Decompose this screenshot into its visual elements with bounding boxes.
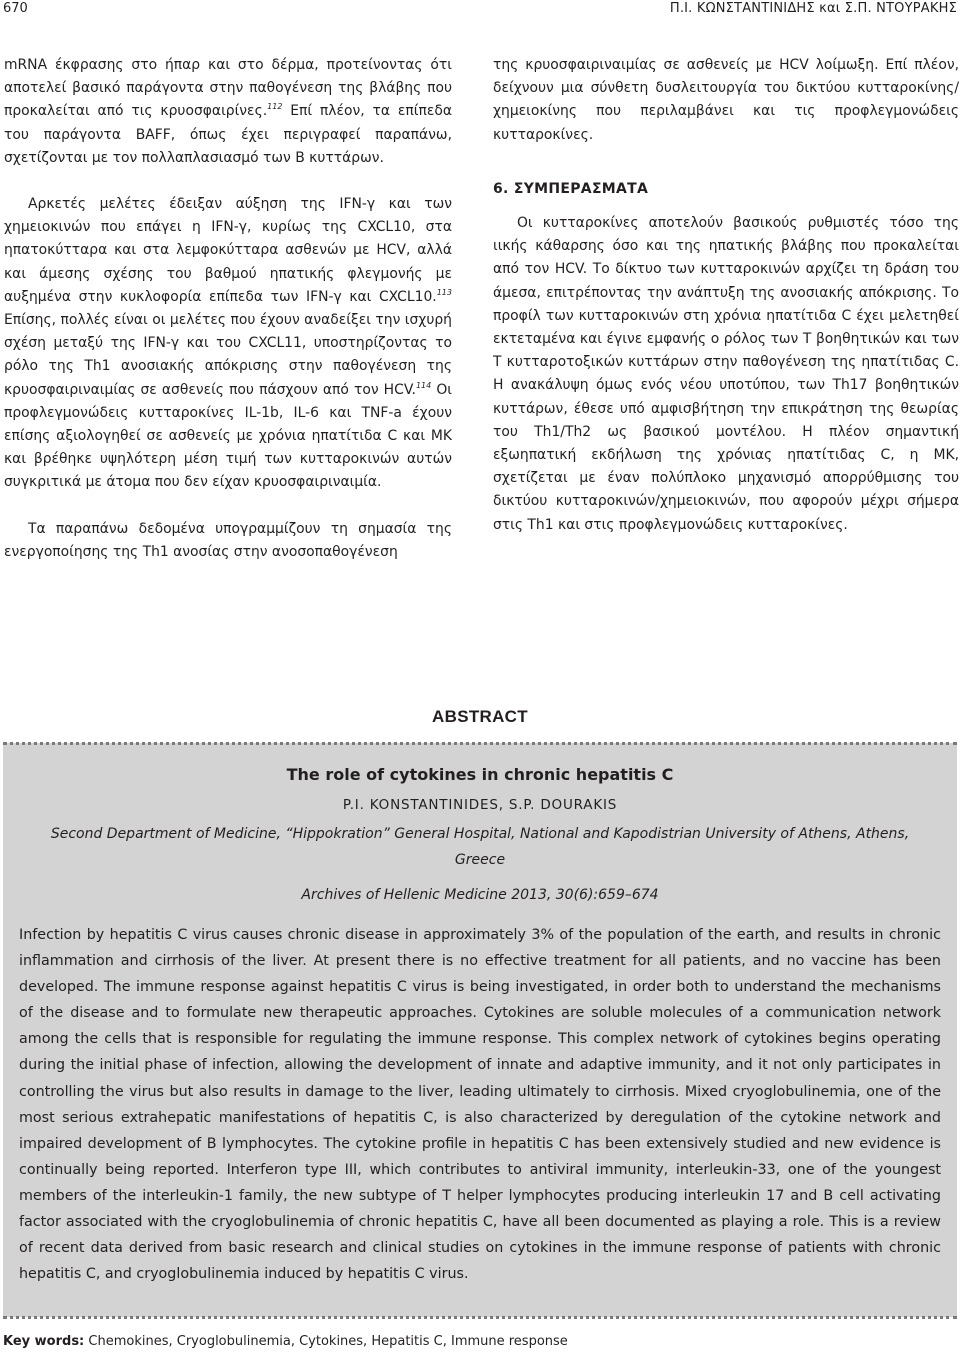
text-span: Αρκετές μελέτες έδειξαν αύξηση της IFN-γ και των χημειοκινών που επάγει η IFN-γ, κυρίως της CXCL10, στα ηπατοκύτταρα και στα λεμφοκύτταρα ασθενών με HCV, αλλά και άμεσης σχέσης του βαθμού ηπατικής φλεγμονής με αυξημένα στην κυκλοφορία επίπεδα των IFN-γ και CXCL10.: [4, 196, 452, 305]
keywords-label: Key words:: [3, 1334, 85, 1349]
running-head-authors: Π.Ι. ΚΩΝΣΤΑΝΤΙΝΙΔΗΣ και Σ.Π. ΝΤΟΥΡΑΚΗΣ: [669, 1, 957, 16]
text-span: Επίσης, πολλές είναι οι μελέτες που έχουν αναδείξει την ισχυρή σχέση μεταξύ της IFN-γ και του CXCL11, υποστηρίζοντας το ρόλο της Th1 ανοσιακής απόκρισης στην παθογένεση της κρυοσφαιριναιμίας σε ασθενείς που πάσχουν από τον HCV.: [4, 312, 452, 398]
abstract-label: ABSTRACT: [432, 707, 528, 726]
text-span: mRNA έκφρασης στο ήπαρ και στο δέρμα, προτείνοντας ότι αποτελεί βασικό παράγοντα στην παθογένεση της βλάβης που προκαλείται από τις κρυοσφαιρίνες.: [4, 57, 452, 120]
reference-marker: 112: [267, 102, 283, 112]
page-number: 670: [3, 1, 28, 16]
left-column: [4, 54, 452, 564]
left-paragraph-3: Τα παραπάνω δεδομένα υπογραμμίζουν τη σημασία της ενεργοποίησης της Th1 ανοσίας στην ανοσοπαθογένεση: [4, 520, 452, 560]
text-span: Οι προφλεγμονώδεις κυτταροκίνες IL-1b, IL-6 και TNF-a έχουν επίσης αξιολογηθεί σε ασθενείς με χρόνια ηπατίτιδα C και MK και βρέθηκε υψηλότερη μέση τιμή των κυτταροκινών αυτών συγκριτικά με άτομα που δεν είχαν κρυοσφαιριναιμία.: [4, 381, 452, 491]
right-column: [493, 54, 959, 537]
left-paragraph-2: [4, 193, 452, 495]
text-span: Επί πλέον, τα επίπεδα του παράγοντα BAFF, όπως έχει περιγραφεί παραπάνω, σχετίζονται με τον πολλαπλασιασμό των B κυττάρων.: [4, 103, 452, 166]
abstract-authors: P.I. KONSTANTINIDES, S.P. DOURAKIS: [342, 797, 618, 813]
reference-marker: 114: [415, 380, 432, 390]
abstract-citation: Archives of Hellenic Medicine 2013, 30(6):659–674: [301, 887, 659, 903]
abstract-affiliation: Second Department of Medicine, “Hippokration” General Hospital, National and Kapodistrian University of Athens, Athens, Greece: [50, 826, 910, 868]
reference-marker: 113: [436, 287, 452, 297]
keywords-value: Chemokines, Cryoglobulinemia, Cytokines, Hepatitis C, Immune response: [84, 1334, 568, 1349]
section-heading: 6. ΣΥΜΠΕΡΑΣΜΑΤΑ: [493, 180, 649, 197]
left-paragraph-1: [4, 54, 452, 170]
abstract-body: Infection by hepatitis C virus causes chronic disease in approximately 3% of the population of the earth, and results in chronic inflammation and cirrhosis of the liver. At present there is no effective treatment for all patients, and no vaccine has been developed. The immune response against hepatitis C virus is being investigated, in order both to understand the mechanisms of the disease and to formulate new therapeutic approaches. Cytokines are soluble molecules of a communication network among the cells that is responsible for regulating the immune response. This complex network of cytokines begins operating during the initial phase of infection, allowing the development of innate and adaptive immunity, and it not only participates in controlling the virus but also results in damage to the liver, leading ultimately to cirrhosis. Mixed cryoglobulinemia, one of the most serious extrahepatic manifestations of hepatitis C, is also characterized by deregulation of the cytokine network and impaired development of B lymphocytes. The cytokine profile in hepatitis C has been extensively studied and new evidence is continually being reported. Interferon type III, which contributes to antiviral immunity, interleukin-33, one of the youngest members of the interleukin-1 family, the new subtype of T helper lymphocytes producing interleukin 17 and B cell activating factor associated with the cryoglobulinemia of chronic hepatitis C, have all been documented as playing a role. This is a review of recent data derived from basic research and clinical studies on cytokines in the immune response of patients with chronic hepatitis C, and cryoglobulinemia induced by hepatitis C virus.: [19, 927, 941, 1283]
keywords: [3, 1334, 568, 1349]
abstract-bottom-rule: [3, 1316, 957, 1319]
right-paragraph-2: Οι κυτταροκίνες αποτελούν βασικούς ρυθμιστές τόσο της ιικής κάθαρσης όσο και της ηπατικής βλάβης που προκαλείται από τον HCV. Το δίκτυο των κυτταροκινών αρχίζει τη δράση του άμεσα, επιτρέποντας την ανάπτυξη της ανοσιακής απόκρισης. Το προφίλ των κυτταροκινών στη χρόνια ηπατίτιδα C έχει μελετηθεί εκτεταμένα και έγινε εμφανής ο ρόλος των Τ βοηθητικών και των Τ κυτταροτοξικών κυττάρων στην παθογένεση της ηπατίτιδας C. Η ανακάλυψη όμως ενός νέου υποτύπου, των Th17 βοηθητικών κυττάρων, έθεσε υπό αμφισβήτηση την επικράτηση της θεωρίας του Th1/Th2 ως βασικού μοντέλου. Η πλέον σημαντική εξωηπατική εκδήλωση της χρόνιας ηπατίτιδας C, η ΜΚ, σχετίζεται με έναν πολύπλοκο μηχανισμό απορρύθμισης του δικτύου κυτταροκινών/χημειοκινών, που αφορούν μέχρι σήμερα στις Th1 και στις προφλεγμονώδεις κυτταροκίνες.: [493, 215, 959, 533]
abstract-top-rule: [3, 742, 957, 745]
right-paragraph-1: της κρυοσφαιριναιμίας σε ασθενείς με HCV λοίμωξη. Επί πλέον, δείχνουν μια σύνθετη δυσλειτουργία του δικτύου κυτταροκίνης/χημειοκίνης που περιλαμβάνει και τις προφλεγμονώδεις κυτταροκίνες.: [493, 57, 959, 143]
abstract-title: The role of cytokines in chronic hepatitis C: [286, 765, 674, 784]
